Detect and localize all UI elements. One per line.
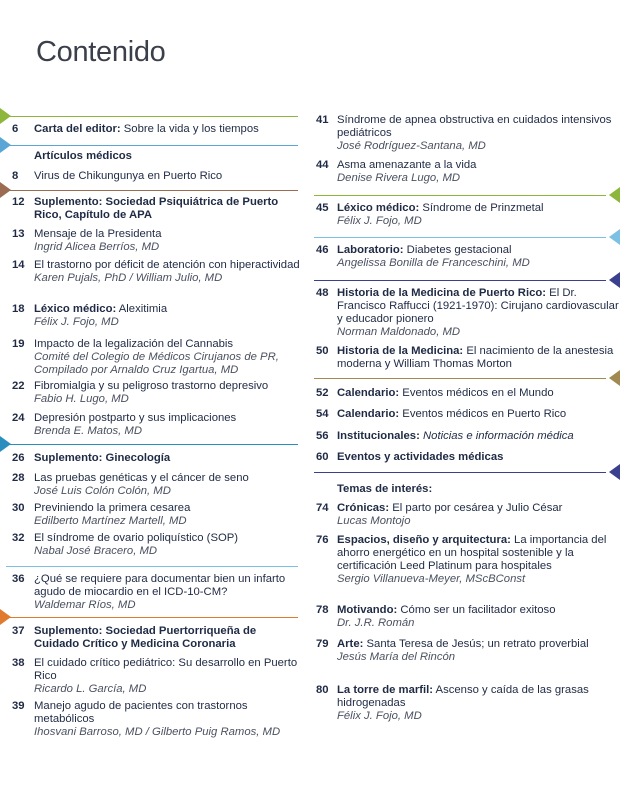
entry-author: Fabio H. Lugo, MD [34, 393, 129, 405]
entry-text [34, 625, 304, 651]
page-number: 30 [12, 502, 25, 514]
section-divider [6, 190, 298, 191]
page-number: 80 [316, 684, 329, 696]
page-number: 24 [12, 412, 25, 424]
entry-title: Asma amenazante a la vida [337, 159, 477, 171]
section-divider [6, 444, 298, 445]
page-number: 45 [316, 202, 329, 214]
entry-author: Ingrid Alicea Berríos, MD [34, 241, 160, 253]
section-divider [6, 145, 298, 146]
entry-author: Sergio Villanueva-Meyer, MScBConst [337, 573, 526, 585]
entry-text [34, 170, 304, 183]
entry-title: El trastorno por déficit de atención con hiperactividad [34, 259, 300, 271]
section-marker-icon [609, 464, 620, 480]
entry-title: Fibromialgia y su peligroso trastorno depresivo [34, 380, 269, 392]
page-number: 37 [12, 625, 25, 637]
entry-heading: Arte: [337, 638, 364, 650]
entry-text [337, 451, 619, 464]
entry-text [34, 502, 304, 528]
page-number: 13 [12, 228, 25, 240]
entry-heading: Artículos médicos [34, 150, 132, 162]
entry-text [337, 502, 619, 528]
entry-text [34, 452, 304, 465]
page-number: 36 [12, 573, 25, 585]
entry-text [34, 150, 304, 163]
section-marker-icon [609, 370, 620, 386]
section-marker-icon [0, 436, 11, 452]
entry-text [34, 228, 304, 254]
page-number: 48 [316, 287, 329, 299]
entry-heading: Historia de la Medicina de Puerto Rico: [337, 287, 547, 299]
entry-author: Ricardo L. García, MD [34, 683, 147, 695]
page-number: 38 [12, 657, 25, 669]
entry-text [337, 604, 619, 630]
entry-text [337, 483, 619, 496]
section-marker-icon [0, 137, 11, 153]
entry-heading: Calendario: [337, 387, 400, 399]
entry-author: José Rodríguez-Santana, MD [337, 140, 486, 152]
section-marker-icon [609, 187, 620, 203]
entry-title: Las pruebas genéticas y el cáncer de seno [34, 472, 249, 484]
entry-text [337, 114, 619, 153]
section-divider [314, 472, 606, 473]
entry-heading: Motivando: [337, 604, 398, 616]
page-number: 18 [12, 303, 25, 315]
entry-title: Alexitimia [116, 303, 168, 315]
entry-text [34, 472, 304, 498]
section-divider [6, 566, 298, 567]
entry-heading: Carta del editor: [34, 123, 121, 135]
entry-title: El cuidado crítico pediátrico: Su desarrollo en Puerto Rico [34, 657, 298, 682]
page-number: 14 [12, 259, 25, 271]
entry-text [337, 159, 619, 185]
page-number: 76 [316, 534, 329, 546]
entry-author: Dr. J.R. Román [337, 617, 415, 629]
section-marker-icon [609, 272, 620, 288]
entry-text [337, 684, 619, 723]
page-number: 44 [316, 159, 329, 171]
entry-text [337, 202, 619, 228]
entry-title: Santa Teresa de Jesús; un retrato proverbial [363, 638, 589, 650]
entry-text [34, 303, 304, 329]
entry-text [337, 244, 619, 270]
entry-author: Félix J. Fojo, MD [337, 710, 422, 722]
entry-title: Síndrome de Prinzmetal [419, 202, 544, 214]
entry-title: Sobre la vida y los tiempos [120, 123, 259, 135]
entry-author: Félix J. Fojo, MD [34, 316, 119, 328]
page-number: 19 [12, 338, 25, 350]
entry-text [337, 387, 619, 400]
entry-text [34, 657, 304, 696]
entry-author: Comité del Colegio de Médicos Cirujanos de PR, Compilado por Arnaldo Cruz Igartua, MD [34, 351, 279, 376]
page-number: 74 [316, 502, 329, 514]
entry-text [34, 259, 304, 285]
entry-author: Ihosvani Barroso, MD / Gilberto Puig Ramos, MD [34, 726, 281, 738]
entry-title: Depresión postparto y sus implicaciones [34, 412, 237, 424]
page-number: 60 [316, 451, 329, 463]
entry-heading: Suplemento: Sociedad Puertorriqueña de Cuidado Crítico y Medicina Coronaria [34, 625, 257, 650]
entry-text [34, 338, 304, 377]
entry-text [34, 123, 304, 136]
section-marker-icon [0, 609, 11, 625]
section-divider [6, 617, 298, 618]
section-divider [6, 116, 298, 117]
page-number: 26 [12, 452, 25, 464]
entry-text [337, 638, 619, 664]
page-number: 50 [316, 345, 329, 357]
entry-author: Lucas Montojo [337, 515, 411, 527]
page-number: 78 [316, 604, 329, 616]
entry-heading: Crónicas: [337, 502, 390, 514]
section-divider [314, 280, 606, 281]
section-marker-icon [0, 182, 11, 198]
entry-text [34, 573, 304, 612]
entry-author: Norman Maldonado, MD [337, 326, 461, 338]
entry-heading: Suplemento: Sociedad Psiquiátrica de Puerto Rico, Capítulo de APA [34, 196, 279, 221]
entry-heading: Temas de interés: [337, 483, 433, 495]
page-number: 6 [12, 123, 19, 135]
entry-title: Eventos médicos en el Mundo [399, 387, 554, 399]
entry-title: El parto por cesárea y Julio César [389, 502, 563, 514]
entry-text [337, 345, 619, 371]
entry-author: Edilberto Martínez Martell, MD [34, 515, 187, 527]
entry-author: Karen Pujals, PhD / William Julio, MD [34, 272, 223, 284]
entry-author: Waldemar Ríos, MD [34, 599, 136, 611]
page-number: 22 [12, 380, 25, 392]
entry-heading: Historia de la Medicina: [337, 345, 464, 357]
page-number: 12 [12, 196, 25, 208]
entry-title: Cómo ser un facilitador exitoso [397, 604, 556, 616]
page-number: 56 [316, 430, 329, 442]
entry-text [337, 287, 619, 339]
entry-title: Manejo agudo de pacientes con trastornos metabólicos [34, 700, 248, 725]
entry-author: Jesús María del Rincón [337, 651, 456, 663]
entry-title: La importancia del ahorro energético en un hospital sostenible y la certificación Leed Platinum para hospitales [337, 534, 607, 572]
entry-text [34, 196, 304, 222]
page-number: 46 [316, 244, 329, 256]
entry-heading: Laboratorio: [337, 244, 404, 256]
entry-title: Impacto de la legalización del Cannabis [34, 338, 234, 350]
entry-text [34, 380, 304, 406]
section-divider [314, 237, 606, 238]
entry-text [337, 430, 619, 443]
entry-heading: Institucionales: [337, 430, 420, 442]
entry-title: Ascenso y caída de las grasas hidrogenadas [337, 684, 589, 709]
entry-text [337, 408, 619, 421]
page-number: 52 [316, 387, 329, 399]
entry-heading: Suplemento: Ginecología [34, 452, 171, 464]
page-number: 41 [316, 114, 329, 126]
section-marker-icon [609, 229, 620, 245]
entry-heading: Espacios, diseño y arquitectura: [337, 534, 511, 546]
entry-author: Brenda E. Matos, MD [34, 425, 142, 437]
entry-title: Previniendo la primera cesarea [34, 502, 191, 514]
entry-heading: La torre de marfil: [337, 684, 434, 696]
entry-author: Nabal José Bracero, MD [34, 545, 158, 557]
entry-heading: Léxico médico: [337, 202, 420, 214]
page-number: 39 [12, 700, 25, 712]
entry-text [34, 412, 304, 438]
entry-title: El síndrome de ovario poliquístico (SOP) [34, 532, 239, 544]
page-number: 28 [12, 472, 25, 484]
entry-author: Denise Rivera Lugo, MD [337, 172, 461, 184]
entry-title: El Dr. Francisco Raffucci (1921-1970): Cirujano cardiovascular y educador pionero [337, 287, 619, 325]
entry-title: Noticias e información médica [419, 430, 574, 442]
section-divider [314, 378, 606, 379]
entry-title: Síndrome de apnea obstructiva en cuidados intensivos pediátricos [337, 114, 612, 139]
entry-heading: Calendario: [337, 408, 400, 420]
entry-text [34, 532, 304, 558]
entry-author: Angelissa Bonilla de Franceschini, MD [337, 257, 530, 269]
entry-title: El nacimiento de la anestesia moderna y William Thomas Morton [337, 345, 614, 370]
entry-title: Eventos médicos en Puerto Rico [399, 408, 567, 420]
page-number: 54 [316, 408, 329, 420]
entry-heading: Eventos y actividades médicas [337, 451, 504, 463]
entry-text [337, 534, 619, 586]
page-number: 32 [12, 532, 25, 544]
entry-title: Virus de Chikungunya en Puerto Rico [34, 170, 223, 182]
entry-title: Diabetes gestacional [403, 244, 512, 256]
section-marker-icon [0, 108, 11, 124]
entry-title: ¿Qué se requiere para documentar bien un infarto agudo de miocardio en el ICD-10-CM? [34, 573, 286, 598]
page-title: Contenido [36, 36, 166, 68]
section-divider [314, 195, 606, 196]
entry-author: José Luis Colón Colón, MD [34, 485, 171, 497]
entry-title: Mensaje de la Presidenta [34, 228, 162, 240]
page-number: 8 [12, 170, 19, 182]
page-number: 79 [316, 638, 329, 650]
entry-text [34, 700, 304, 739]
entry-heading: Léxico médico: [34, 303, 117, 315]
entry-author: Félix J. Fojo, MD [337, 215, 422, 227]
